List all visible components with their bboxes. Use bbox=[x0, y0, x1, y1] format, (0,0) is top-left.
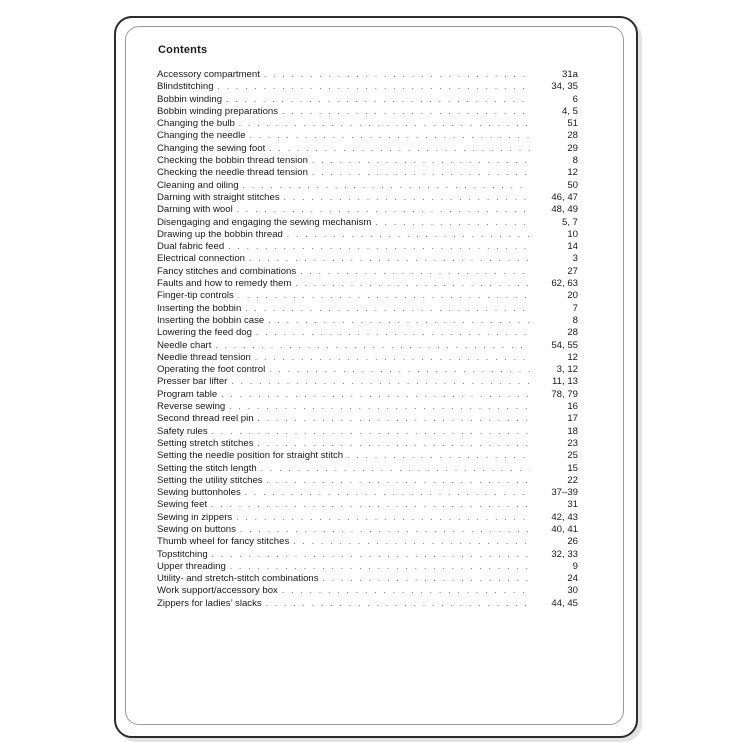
dot-leader bbox=[261, 463, 530, 475]
dot-leader bbox=[293, 536, 530, 548]
dot-leader bbox=[300, 266, 530, 278]
dot-leader bbox=[238, 290, 530, 302]
toc-entry-page: 12 bbox=[567, 351, 578, 363]
dot-leader bbox=[282, 106, 530, 118]
toc-entry-page: 24 bbox=[567, 573, 578, 585]
toc-entry-page: 6 bbox=[572, 93, 578, 105]
dot-leader bbox=[295, 278, 530, 290]
toc-entry-label: Safety rules bbox=[157, 425, 208, 437]
toc-entry-label: Bobbin winding preparations bbox=[157, 105, 279, 117]
dot-leader bbox=[226, 94, 530, 106]
dot-leader bbox=[323, 573, 530, 585]
toc-entry bbox=[157, 315, 578, 327]
toc-entry-label: Reverse sewing bbox=[157, 401, 226, 413]
toc-entry-page: 28 bbox=[567, 130, 578, 142]
toc-entry-page: 26 bbox=[567, 536, 578, 548]
toc-entry-page: 3, 12 bbox=[556, 364, 578, 376]
toc-entry-page: 28 bbox=[567, 327, 578, 339]
toc-entry-page: 50 bbox=[567, 179, 578, 191]
dot-leader bbox=[229, 401, 530, 413]
toc-entry-label: Second thread reel pin bbox=[157, 413, 254, 425]
toc-entry-page: 15 bbox=[567, 462, 578, 474]
toc-entry bbox=[157, 598, 578, 610]
dot-leader bbox=[347, 450, 530, 462]
toc-entry-label: Cleaning and oiling bbox=[157, 179, 239, 191]
toc-entry bbox=[157, 573, 578, 585]
toc-entry-label: Work support/accessory box bbox=[157, 585, 278, 597]
toc-entry-page: 8 bbox=[572, 314, 578, 326]
toc-entry-label: Changing the sewing foot bbox=[157, 142, 266, 154]
toc-entry-label: Accessory compartment bbox=[157, 69, 260, 80]
toc-entry bbox=[157, 278, 578, 290]
toc-entry-label: Sewing in zippers bbox=[157, 511, 233, 523]
dot-leader bbox=[236, 512, 530, 524]
toc-entry-label: Sewing buttonholes bbox=[157, 487, 241, 499]
toc-entry-label: Needle thread tension bbox=[157, 351, 251, 363]
dot-leader bbox=[287, 229, 530, 241]
toc-entry-label: Bobbin winding bbox=[157, 93, 223, 105]
toc-entry bbox=[157, 376, 578, 388]
toc-entry-label: Program table bbox=[157, 388, 218, 400]
toc-entry-page: 34, 35 bbox=[551, 81, 578, 93]
toc-entry bbox=[157, 106, 578, 118]
toc-entry-page: 22 bbox=[567, 474, 578, 486]
dot-leader bbox=[266, 598, 530, 610]
toc-entry-label: Thumb wheel for fancy stitches bbox=[157, 536, 290, 548]
toc-entry-page: 30 bbox=[567, 585, 578, 597]
toc-entry-page: 14 bbox=[567, 241, 578, 253]
dot-leader bbox=[243, 180, 530, 192]
toc-entry-page: 17 bbox=[567, 413, 578, 425]
dot-leader bbox=[237, 204, 530, 216]
dot-leader bbox=[218, 81, 530, 93]
dot-leader bbox=[267, 475, 530, 487]
page-title: Contents bbox=[158, 44, 208, 56]
toc-entry-label: Finger-tip controls bbox=[157, 290, 234, 302]
toc-entry bbox=[157, 450, 578, 462]
toc-entry bbox=[157, 167, 578, 179]
toc-entry bbox=[157, 303, 578, 315]
toc-entry-label: Topstitching bbox=[157, 548, 208, 560]
toc-entry-page: 31a bbox=[561, 69, 578, 80]
toc-entry-label: Checking the bobbin thread tension bbox=[157, 155, 308, 167]
dot-leader bbox=[212, 549, 530, 561]
toc-entry-label: Inserting the bobbin case bbox=[157, 314, 265, 326]
toc-entry-label: Fancy stitches and combinations bbox=[157, 265, 297, 277]
dot-leader bbox=[212, 426, 530, 438]
toc-entry-page: 7 bbox=[572, 302, 578, 314]
dot-leader bbox=[255, 352, 530, 364]
dot-leader bbox=[284, 192, 530, 204]
toc-entry bbox=[157, 512, 578, 524]
toc-entry-page: 48, 49 bbox=[551, 204, 578, 216]
dot-leader bbox=[312, 155, 530, 167]
toc-entry bbox=[157, 229, 578, 241]
dot-leader bbox=[258, 438, 530, 450]
toc-entry bbox=[157, 487, 578, 499]
toc-entry bbox=[157, 241, 578, 253]
dot-leader bbox=[228, 241, 530, 253]
toc-entry-label: Presser bar lifter bbox=[157, 376, 228, 388]
toc-entry bbox=[157, 253, 578, 265]
toc-entry bbox=[157, 69, 578, 81]
toc-entry-page: 54, 55 bbox=[551, 339, 578, 351]
dot-leader bbox=[231, 376, 530, 388]
toc-entry-label: Setting the utility stitches bbox=[157, 474, 263, 486]
toc-entry-label: Setting the stitch length bbox=[157, 462, 257, 474]
toc-entry-label: Sewing on buttons bbox=[157, 523, 236, 535]
toc-entry-page: 40, 41 bbox=[551, 523, 578, 535]
toc-entry-label: Upper threading bbox=[157, 560, 226, 572]
toc-entry-label: Operating the foot control bbox=[157, 364, 266, 376]
toc-entry-page: 27 bbox=[567, 265, 578, 277]
toc-entry bbox=[157, 499, 578, 511]
dot-leader bbox=[249, 253, 530, 265]
toc-entry-page: 32, 33 bbox=[551, 548, 578, 560]
toc-entry-label: Lowering the feed dog bbox=[157, 327, 252, 339]
toc-entry-label: Darning with straight stitches bbox=[157, 191, 280, 203]
dot-leader bbox=[250, 130, 530, 142]
toc-entry-label: Electrical connection bbox=[157, 253, 245, 265]
dot-leader bbox=[245, 487, 530, 499]
toc-entry bbox=[157, 118, 578, 130]
dot-leader bbox=[264, 69, 530, 81]
dot-leader bbox=[375, 217, 530, 229]
toc-entry bbox=[157, 155, 578, 167]
dot-leader bbox=[215, 340, 530, 352]
toc-entry-page: 25 bbox=[567, 450, 578, 462]
toc-entry bbox=[157, 204, 578, 216]
contents-list bbox=[157, 69, 578, 610]
toc-entry bbox=[157, 438, 578, 450]
dot-leader bbox=[211, 499, 530, 511]
toc-entry bbox=[157, 217, 578, 229]
toc-entry-page: 3 bbox=[572, 253, 578, 265]
toc-entry bbox=[157, 180, 578, 192]
toc-entry bbox=[157, 524, 578, 536]
toc-entry-label: Utility- and stretch-stitch combinations bbox=[157, 573, 319, 585]
toc-entry-page: 12 bbox=[567, 167, 578, 179]
toc-entry bbox=[157, 463, 578, 475]
toc-entry-page: 51 bbox=[567, 118, 578, 130]
toc-entry bbox=[157, 413, 578, 425]
toc-entry-page: 9 bbox=[572, 560, 578, 572]
dot-leader bbox=[268, 315, 530, 327]
toc-entry-page: 5, 7 bbox=[561, 216, 578, 228]
toc-entry-label: Disengaging and engaging the sewing mechanism bbox=[157, 216, 372, 228]
toc-entry bbox=[157, 340, 578, 352]
toc-entry bbox=[157, 130, 578, 142]
toc-entry-page: 16 bbox=[567, 401, 578, 413]
dot-leader bbox=[269, 143, 530, 155]
toc-entry bbox=[157, 585, 578, 597]
toc-entry-label: Faults and how to remedy them bbox=[157, 278, 292, 290]
toc-entry-label: Sewing feet bbox=[157, 499, 208, 511]
toc-entry bbox=[157, 389, 578, 401]
toc-entry bbox=[157, 401, 578, 413]
toc-entry-page: 4, 5 bbox=[561, 105, 578, 117]
toc-entry-page: 10 bbox=[567, 228, 578, 240]
toc-entry-page: 37–39 bbox=[551, 487, 578, 499]
toc-entry bbox=[157, 290, 578, 302]
toc-entry-page: 31 bbox=[567, 499, 578, 511]
toc-entry-label: Setting stretch stitches bbox=[157, 437, 254, 449]
toc-entry-page: 42, 43 bbox=[551, 511, 578, 523]
toc-entry-label: Zippers for ladies’ slacks bbox=[157, 597, 262, 609]
toc-entry bbox=[157, 475, 578, 487]
toc-entry bbox=[157, 266, 578, 278]
toc-entry bbox=[157, 352, 578, 364]
toc-entry-page: 78, 79 bbox=[551, 388, 578, 400]
toc-entry bbox=[157, 549, 578, 561]
dot-leader bbox=[258, 413, 530, 425]
toc-entry bbox=[157, 327, 578, 339]
toc-entry-page: 23 bbox=[567, 437, 578, 449]
dot-leader bbox=[256, 327, 530, 339]
toc-entry-page: 62, 63 bbox=[551, 278, 578, 290]
dot-leader bbox=[282, 585, 530, 597]
toc-entry-label: Blindstitching bbox=[157, 81, 214, 93]
dot-leader bbox=[240, 524, 530, 536]
toc-entry-label: Needle chart bbox=[157, 339, 212, 351]
dot-leader bbox=[230, 561, 530, 573]
toc-entry bbox=[157, 536, 578, 548]
dot-leader bbox=[269, 364, 530, 376]
dot-leader bbox=[239, 118, 530, 130]
toc-entry-page: 46, 47 bbox=[551, 191, 578, 203]
toc-entry-label: Drawing up the bobbin thread bbox=[157, 228, 283, 240]
toc-entry-label: Dual fabric feed bbox=[157, 241, 225, 253]
toc-entry-label: Darning with wool bbox=[157, 204, 233, 216]
toc-entry-page: 20 bbox=[567, 290, 578, 302]
toc-entry bbox=[157, 81, 578, 93]
dot-leader bbox=[312, 167, 530, 179]
toc-entry-page: 11, 13 bbox=[552, 376, 578, 388]
toc-entry-page: 44, 45 bbox=[551, 597, 578, 609]
dot-leader bbox=[245, 303, 530, 315]
toc-entry bbox=[157, 561, 578, 573]
toc-entry-label: Changing the needle bbox=[157, 130, 246, 142]
toc-entry-label: Inserting the bobbin bbox=[157, 302, 242, 314]
toc-entry-label: Changing the bulb bbox=[157, 118, 235, 130]
toc-entry-label: Checking the needle thread tension bbox=[157, 167, 308, 179]
toc-entry bbox=[157, 364, 578, 376]
toc-entry-page: 18 bbox=[567, 425, 578, 437]
toc-entry bbox=[157, 143, 578, 155]
toc-entry bbox=[157, 94, 578, 106]
toc-entry bbox=[157, 426, 578, 438]
toc-entry-page: 8 bbox=[572, 155, 578, 167]
toc-entry bbox=[157, 192, 578, 204]
toc-entry-label: Setting the needle position for straight stitch bbox=[157, 450, 344, 462]
toc-entry-page: 29 bbox=[567, 142, 578, 154]
dot-leader bbox=[221, 389, 530, 401]
